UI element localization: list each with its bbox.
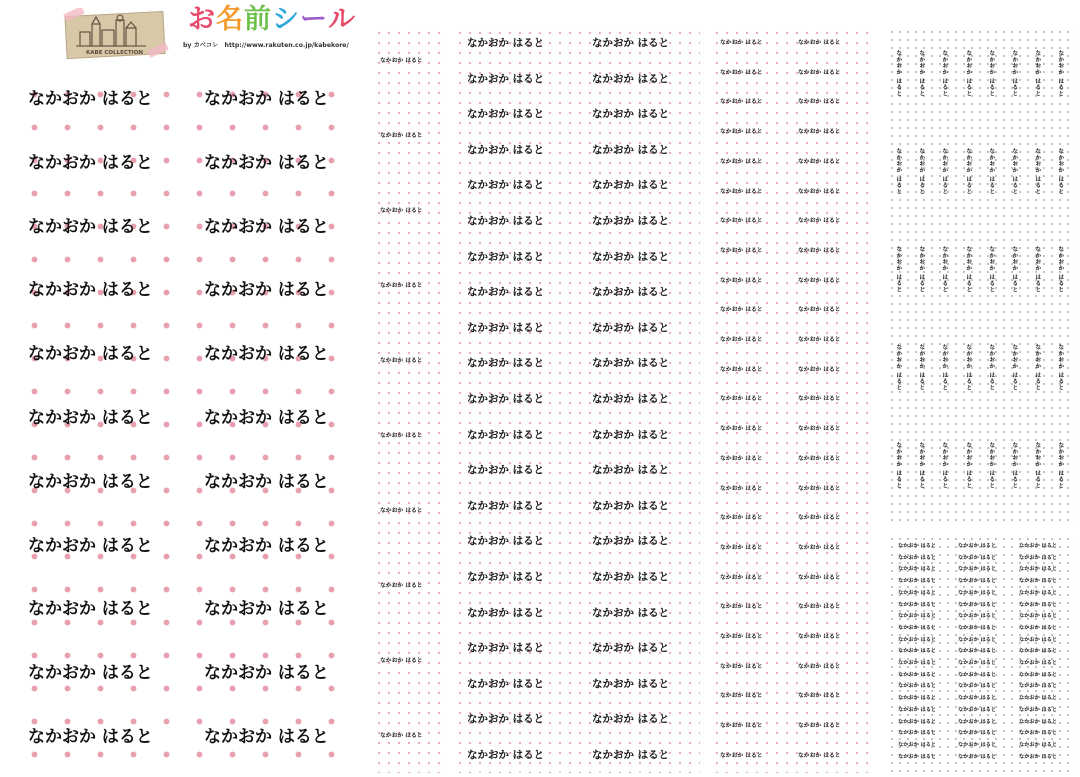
name-sticker-label: なかおか はると — [1019, 613, 1058, 619]
name-sticker-label: なかおか はると — [592, 357, 670, 369]
name-sticker-label: なかおか はると — [1019, 555, 1058, 561]
name-sticker-label: なかおか はると — [467, 179, 545, 191]
name-sticker-label: なかおか はると — [720, 248, 763, 254]
name-sticker-label: なかおか はると — [1019, 578, 1058, 584]
name-sticker-label: なかおか はると — [1019, 683, 1058, 689]
name-sticker-label: なかおか はると — [798, 396, 841, 402]
vertical-name-sticker-label: なかおか はると — [917, 344, 924, 391]
name-sticker-label: なかおか はると — [898, 625, 937, 631]
name-sticker-label: なかおか はると — [467, 73, 545, 85]
vertical-name-sticker-label: なかおか はると — [987, 148, 994, 195]
name-sticker-label: なかおか はると — [958, 566, 997, 572]
vertical-name-sticker-label: なかおか はると — [940, 246, 947, 293]
title-char: 前 — [244, 4, 272, 35]
name-sticker-label: なかおか はると — [1019, 707, 1058, 713]
name-sticker-label: なかおか はると — [1019, 543, 1058, 549]
vertical-name-sticker-label: なかおか はると — [917, 148, 924, 195]
name-sticker-label: なかおか はると — [1019, 625, 1058, 631]
name-sticker-label: なかおか はると — [720, 753, 763, 759]
name-sticker-label: なかおか はると — [380, 58, 423, 64]
name-sticker-label: なかおか はると — [898, 555, 937, 561]
name-sticker-label: なかおか はると — [720, 693, 763, 699]
name-sticker-label: なかおか はると — [898, 566, 937, 572]
name-sticker-label: なかおか はると — [958, 578, 997, 584]
name-sticker-label: なかおか はると — [467, 500, 545, 512]
name-sticker-label: なかおか はると — [28, 599, 153, 619]
vertical-name-sticker-label: なかおか はると — [964, 50, 971, 97]
large-sticker-sheet — [12, 68, 357, 773]
name-sticker-label: なかおか はると — [380, 208, 423, 214]
name-sticker-label: なかおか はると — [720, 40, 763, 46]
vertical-name-sticker-label: なかおか はると — [987, 50, 994, 97]
name-sticker-label: なかおか はると — [720, 426, 763, 432]
name-sticker-label: なかおか はると — [958, 695, 997, 701]
name-sticker-label: なかおか はると — [958, 543, 997, 549]
vertical-name-sticker-label: なかおか はると — [1010, 344, 1017, 391]
name-sticker-label: なかおか はると — [467, 571, 545, 583]
name-sticker-label: なかおか はると — [898, 648, 937, 654]
name-sticker-label: なかおか はると — [798, 456, 841, 462]
name-sticker-label: なかおか はると — [204, 727, 329, 747]
vertical-name-sticker-label: なかおか はると — [1056, 50, 1063, 97]
name-sticker-label: なかおか はると — [1019, 660, 1058, 666]
name-sticker-label: なかおか はると — [798, 545, 841, 551]
name-sticker-label: なかおか はると — [1019, 672, 1058, 678]
kabe-collection-logo — [62, 8, 170, 60]
name-sticker-label: なかおか はると — [898, 578, 937, 584]
name-sticker-label: なかおか はると — [898, 695, 937, 701]
name-sticker-label: なかおか はると — [798, 515, 841, 521]
name-sticker-label: なかおか はると — [898, 730, 937, 736]
vertical-name-sticker-label: なかおか はると — [940, 148, 947, 195]
vertical-name-sticker-label: なかおか はると — [940, 50, 947, 97]
byline: by カベコレ http://www.rakuten.co.jp/kabekore/ — [183, 42, 349, 49]
name-sticker-label: なかおか はると — [380, 133, 423, 139]
name-sticker-label: なかおか はると — [798, 693, 841, 699]
logo-illustration — [62, 8, 170, 60]
small-sticker-sheet — [712, 28, 874, 773]
vertical-name-sticker-label: なかおか はると — [964, 344, 971, 391]
name-sticker-label: なかおか はると — [592, 464, 670, 476]
vertical-name-sticker-label: なかおか はると — [1010, 148, 1017, 195]
name-sticker-label: なかおか はると — [898, 672, 937, 678]
name-sticker-label: なかおか はると — [798, 426, 841, 432]
vertical-name-sticker-label: なかおか はると — [1033, 148, 1040, 195]
name-sticker-label: なかおか はると — [798, 159, 841, 165]
name-sticker-label: なかおか はると — [720, 159, 763, 165]
name-sticker-label: なかおか はると — [592, 571, 670, 583]
name-sticker-label: なかおか はると — [28, 344, 153, 364]
name-sticker-label: なかおか はると — [380, 433, 423, 439]
name-sticker-label: なかおか はると — [28, 727, 153, 747]
name-sticker-label: なかおか はると — [467, 678, 545, 690]
name-sticker-label: なかおか はると — [720, 456, 763, 462]
title-char: 名 — [216, 4, 244, 35]
narrow-sticker-strip — [374, 28, 442, 773]
name-sticker-label: なかおか はると — [720, 545, 763, 551]
name-sticker-label: なかおか はると — [28, 536, 153, 556]
name-sticker-label: なかおか はると — [898, 742, 937, 748]
vertical-name-sticker-label: なかおか はると — [1033, 50, 1040, 97]
name-sticker-label: なかおか はると — [798, 575, 841, 581]
vertical-name-sticker-label: なかおか はると — [894, 50, 901, 97]
name-sticker-label: なかおか はると — [1019, 566, 1058, 572]
name-sticker-label: なかおか はると — [798, 70, 841, 76]
name-sticker-label: なかおか はると — [1019, 648, 1058, 654]
name-sticker-label: なかおか はると — [467, 322, 545, 334]
name-sticker-label: なかおか はると — [467, 37, 545, 49]
name-sticker-label: なかおか はると — [28, 472, 153, 492]
name-sticker-label: なかおか はると — [958, 602, 997, 608]
name-sticker-label: なかおか はると — [380, 733, 423, 739]
name-sticker-label: なかおか はると — [958, 719, 997, 725]
vertical-name-sticker-label: なかおか はると — [1010, 246, 1017, 293]
name-sticker-label: なかおか はると — [720, 515, 763, 521]
name-sticker-label: なかおか はると — [958, 742, 997, 748]
name-sticker-label: なかおか はると — [592, 108, 670, 120]
name-sticker-label: なかおか はると — [1019, 637, 1058, 643]
name-sticker-label: なかおか はると — [28, 153, 153, 173]
name-sticker-label: なかおか はると — [898, 637, 937, 643]
name-sticker-label: なかおか はると — [798, 664, 841, 670]
name-sticker-label: なかおか はると — [958, 707, 997, 713]
vertical-name-sticker-label: なかおか はると — [1010, 50, 1017, 97]
name-sticker-label: なかおか はると — [592, 678, 670, 690]
name-sticker-label: なかおか はると — [1019, 719, 1058, 725]
name-sticker-label: なかおか はると — [204, 472, 329, 492]
name-sticker-label: なかおか はると — [467, 713, 545, 725]
name-sticker-label: なかおか はると — [958, 672, 997, 678]
name-sticker-label: なかおか はると — [1019, 754, 1058, 760]
vertical-name-sticker-label: なかおか はると — [964, 246, 971, 293]
name-sticker-label: なかおか はると — [720, 575, 763, 581]
name-sticker-label: なかおか はると — [1019, 730, 1058, 736]
name-sticker-label: なかおか はると — [28, 89, 153, 109]
name-sticker-label: なかおか はると — [898, 543, 937, 549]
name-sticker-label: なかおか はると — [592, 393, 670, 405]
name-sticker-label: なかおか はると — [592, 642, 670, 654]
name-sticker-label: なかおか はると — [592, 322, 670, 334]
name-sticker-label: なかおか はると — [798, 337, 841, 343]
name-sticker-label: なかおか はると — [898, 707, 937, 713]
name-sticker-label: なかおか はると — [467, 393, 545, 405]
name-sticker-label: なかおか はると — [798, 604, 841, 610]
name-sticker-label: なかおか はると — [380, 283, 423, 289]
name-sticker-label: なかおか はると — [720, 664, 763, 670]
vertical-sticker-sheet — [888, 28, 1075, 523]
name-sticker-label: なかおか はると — [592, 286, 670, 298]
name-sticker-label: なかおか はると — [958, 683, 997, 689]
name-sticker-label: なかおか はると — [720, 129, 763, 135]
name-sticker-label: なかおか はると — [958, 613, 997, 619]
name-sticker-label: なかおか はると — [592, 607, 670, 619]
name-sticker-label: なかおか はると — [467, 607, 545, 619]
name-sticker-label: なかおか はると — [720, 99, 763, 105]
name-sticker-label: なかおか はると — [720, 70, 763, 76]
name-sticker-label: なかおか はると — [798, 189, 841, 195]
title-char: お — [188, 4, 216, 35]
vertical-name-sticker-label: なかおか はると — [987, 442, 994, 489]
name-sticker-label: なかおか はると — [1019, 742, 1058, 748]
name-sticker-label: なかおか はると — [28, 280, 153, 300]
name-sticker-label: なかおか はると — [958, 637, 997, 643]
name-sticker-label: なかおか はると — [28, 217, 153, 237]
name-sticker-label: なかおか はると — [592, 535, 670, 547]
name-sticker-label: なかおか はると — [467, 108, 545, 120]
name-sticker-label: なかおか はると — [1019, 602, 1058, 608]
name-sticker-label: なかおか はると — [204, 153, 329, 173]
name-sticker-label: なかおか はると — [592, 144, 670, 156]
name-sticker-label: なかおか はると — [720, 486, 763, 492]
vertical-name-sticker-label: なかおか はると — [1056, 246, 1063, 293]
name-sticker-label: なかおか はると — [467, 429, 545, 441]
name-sticker-label: なかおか はると — [592, 429, 670, 441]
name-sticker-label: なかおか はると — [720, 218, 763, 224]
name-sticker-label: なかおか はると — [380, 358, 423, 364]
name-sticker-label: なかおか はると — [798, 723, 841, 729]
name-sticker-label: なかおか はると — [798, 367, 841, 373]
title-char: ー — [300, 4, 328, 35]
name-sticker-label: なかおか はると — [380, 658, 423, 664]
name-sticker-label: なかおか はると — [898, 683, 937, 689]
vertical-name-sticker-label: なかおか はると — [894, 344, 901, 391]
name-sticker-label: なかおか はると — [798, 40, 841, 46]
vertical-name-sticker-label: なかおか はると — [894, 148, 901, 195]
name-sticker-label: なかおか はると — [467, 286, 545, 298]
name-sticker-label: なかおか はると — [592, 73, 670, 85]
name-sticker-label: なかおか はると — [204, 663, 329, 683]
name-sticker-label: なかおか はると — [958, 625, 997, 631]
name-sticker-label: なかおか はると — [467, 215, 545, 227]
vertical-name-sticker-label: なかおか はると — [1033, 442, 1040, 489]
name-sticker-label: なかおか はると — [28, 663, 153, 683]
vertical-name-sticker-label: なかおか はると — [987, 344, 994, 391]
name-sticker-label: なかおか はると — [720, 634, 763, 640]
name-sticker-label: なかおか はると — [720, 723, 763, 729]
name-sticker-label: なかおか はると — [467, 642, 545, 654]
name-sticker-label: なかおか はると — [720, 396, 763, 402]
vertical-name-sticker-label: なかおか はると — [940, 442, 947, 489]
name-sticker-label: なかおか はると — [898, 613, 937, 619]
name-sticker-label: なかおか はると — [798, 278, 841, 284]
vertical-name-sticker-label: なかおか はると — [917, 442, 924, 489]
name-sticker-label: なかおか はると — [467, 251, 545, 263]
vertical-name-sticker-label: なかおか はると — [987, 246, 994, 293]
name-sticker-label: なかおか はると — [592, 713, 670, 725]
name-sticker-label: なかおか はると — [798, 129, 841, 135]
name-sticker-label: なかおか はると — [592, 251, 670, 263]
name-sticker-label: なかおか はると — [958, 730, 997, 736]
vertical-name-sticker-label: なかおか はると — [1010, 442, 1017, 489]
title-char: シ — [272, 4, 300, 35]
name-sticker-label: なかおか はると — [898, 719, 937, 725]
name-sticker-label: なかおか はると — [720, 337, 763, 343]
name-sticker-label: なかおか はると — [798, 307, 841, 313]
vertical-name-sticker-label: なかおか はると — [1056, 148, 1063, 195]
name-sticker-label: なかおか はると — [204, 344, 329, 364]
name-sticker-label: なかおか はると — [204, 536, 329, 556]
logo-text: KABE COLLECTION — [86, 50, 143, 56]
tiny-sticker-sheet — [888, 535, 1075, 773]
vertical-name-sticker-label: なかおか はると — [917, 50, 924, 97]
name-sticker-label: なかおか はると — [798, 99, 841, 105]
name-sticker-label: なかおか はると — [204, 217, 329, 237]
name-sticker-label: なかおか はると — [467, 144, 545, 156]
vertical-name-sticker-label: なかおか はると — [894, 246, 901, 293]
name-sticker-label: なかおか はると — [28, 408, 153, 428]
name-sticker-label: なかおか はると — [1019, 590, 1058, 596]
name-sticker-label: なかおか はると — [592, 37, 670, 49]
name-sticker-label: なかおか はると — [958, 754, 997, 760]
name-sticker-label: なかおか はると — [798, 218, 841, 224]
name-sticker-label: なかおか はると — [958, 555, 997, 561]
name-sticker-label: なかおか はると — [380, 583, 423, 589]
name-sticker-label: なかおか はると — [380, 508, 423, 514]
page-title — [188, 6, 356, 33]
vertical-name-sticker-label: なかおか はると — [1056, 442, 1063, 489]
vertical-name-sticker-label: なかおか はると — [1056, 344, 1063, 391]
name-sticker-label: なかおか はると — [204, 408, 329, 428]
name-sticker-label: なかおか はると — [798, 486, 841, 492]
title-char: ル — [328, 4, 356, 35]
vertical-name-sticker-label: なかおか はると — [964, 442, 971, 489]
name-sticker-label: なかおか はると — [898, 590, 937, 596]
vertical-name-sticker-label: なかおか はると — [964, 148, 971, 195]
name-sticker-label: なかおか はると — [204, 599, 329, 619]
name-sticker-label: なかおか はると — [204, 89, 329, 109]
name-sticker-label: なかおか はると — [1019, 695, 1058, 701]
name-sticker-label: なかおか はると — [958, 660, 997, 666]
name-sticker-label: なかおか はると — [898, 602, 937, 608]
name-sticker-label: なかおか はると — [898, 660, 937, 666]
name-sticker-label: なかおか はると — [467, 464, 545, 476]
name-sticker-label: なかおか はると — [898, 754, 937, 760]
vertical-name-sticker-label: なかおか はると — [894, 442, 901, 489]
name-sticker-label: なかおか はると — [592, 179, 670, 191]
vertical-name-sticker-label: なかおか はると — [1033, 246, 1040, 293]
name-sticker-label: なかおか はると — [720, 367, 763, 373]
name-sticker-label: なかおか はると — [720, 604, 763, 610]
name-sticker-label: なかおか はると — [958, 590, 997, 596]
name-sticker-label: なかおか はると — [720, 307, 763, 313]
medium-sticker-sheet — [455, 28, 700, 773]
name-sticker-label: なかおか はると — [592, 500, 670, 512]
vertical-name-sticker-label: なかおか はると — [1033, 344, 1040, 391]
name-sticker-label: なかおか はると — [467, 357, 545, 369]
vertical-name-sticker-label: なかおか はると — [917, 246, 924, 293]
name-sticker-label: なかおか はると — [798, 248, 841, 254]
name-sticker-label: なかおか はると — [798, 634, 841, 640]
name-sticker-label: なかおか はると — [467, 535, 545, 547]
name-sticker-label: なかおか はると — [720, 278, 763, 284]
name-sticker-label: なかおか はると — [204, 280, 329, 300]
name-sticker-label: なかおか はると — [592, 749, 670, 761]
vertical-name-sticker-label: なかおか はると — [940, 344, 947, 391]
name-sticker-label: なかおか はると — [958, 648, 997, 654]
name-sticker-label: なかおか はると — [467, 749, 545, 761]
name-sticker-label: なかおか はると — [592, 215, 670, 227]
name-sticker-label: なかおか はると — [798, 753, 841, 759]
name-sticker-label: なかおか はると — [720, 189, 763, 195]
